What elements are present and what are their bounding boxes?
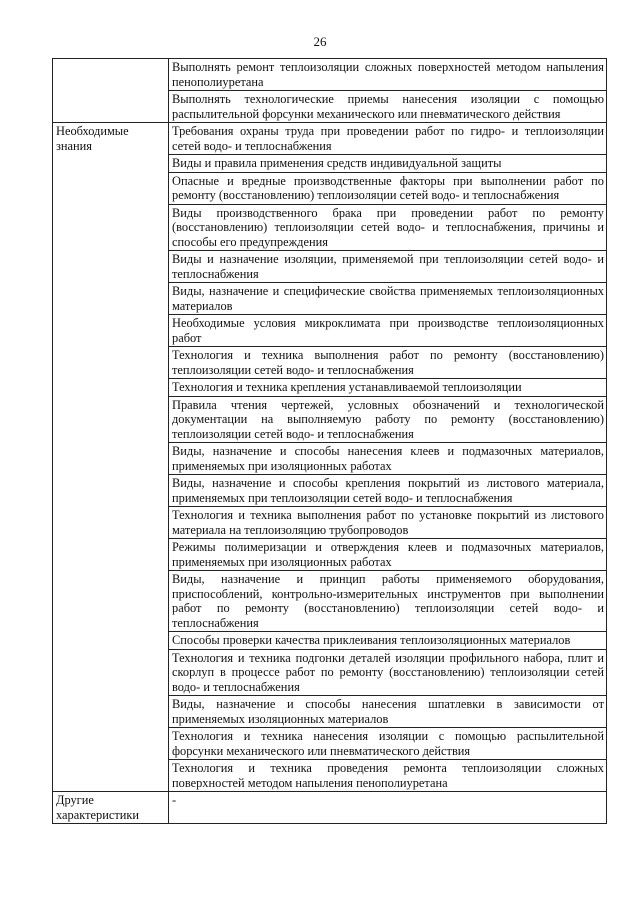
other-characteristics-label: Другие характеристики (53, 792, 169, 824)
knowledge-text: Виды и правила применения средств индивидуальной защиты (169, 155, 607, 173)
other-characteristics-value: - (169, 792, 607, 824)
knowledge-text: Виды, назначение и способы крепления покрытий из листового материала, применяемых при теплоизоляции сетей водо- и теплоснабжения (169, 475, 607, 507)
knowledge-text: Правила чтения чертежей, условных обозначений и технологической документации на выполняемую работу по ремонту (восстановлению) теплоизоляции сетей водо- и теплоснабжения (169, 396, 607, 443)
knowledge-text: Технология и техника выполнения работ по установке покрытий из листового материала на теплоизоляцию трубопроводов (169, 507, 607, 539)
knowledge-text: Технология и техника крепления устанавливаемой теплоизоляции (169, 379, 607, 397)
requirements-table (52, 58, 607, 824)
knowledge-text: Режимы полимеризации и отверждения клеев и подмазочных материалов, применяемых при изоляционных работах (169, 539, 607, 571)
knowledge-text: Способы проверки качества приклеивания теплоизоляционных материалов (169, 632, 607, 650)
knowledge-text: Технология и техника выполнения работ по ремонту (восстановлению) теплоизоляции сетей водо- и теплоснабжения (169, 347, 607, 379)
knowledge-text: Требования охраны труда при проведении работ по гидро- и теплоизоляции сетей водо- и теплоснабжения (169, 123, 607, 155)
knowledge-text: Виды, назначение и способы нанесения клеев и подмазочных материалов, применяемых при изоляционных работах (169, 443, 607, 475)
knowledge-text: Технология и техника нанесения изоляции с помощью распылительной форсунки механического или пневматического действия (169, 728, 607, 760)
knowledge-text: Виды производственного брака при проведении работ по ремонту (восстановлению) теплоизоляции сетей водо- и теплоснабжения, причины и способы его предупреждения (169, 204, 607, 251)
action-text: Выполнять технологические приемы нанесения изоляции с помощью распылительной форсунки механического или пневматического действия (169, 91, 607, 123)
knowledge-label: Необходимые знания (53, 123, 169, 792)
knowledge-text: Виды, назначение и принцип работы применяемого оборудования, приспособлений, контрольно-измерительных инструментов при выполнении работ по ремонту (восстановлению) теплоизоляции сетей водо- и теплоснабжения (169, 571, 607, 632)
knowledge-text: Виды, назначение и специфические свойства применяемых теплоизоляционных материалов (169, 283, 607, 315)
table-row (53, 792, 607, 824)
table-row (53, 123, 607, 155)
knowledge-text: Виды и назначение изоляции, применяемой при теплоизоляции сетей водо- и теплоснабжения (169, 251, 607, 283)
row-label-empty (53, 59, 169, 123)
page-number: 26 (313, 34, 327, 49)
knowledge-text: Опасные и вредные производственные факторы при выполнении работ по ремонту (восстановлению) теплоизоляции сетей водо- и теплоснабжения (169, 172, 607, 204)
table-row (53, 59, 607, 91)
knowledge-text: Технология и техника проведения ремонта теплоизоляции сложных поверхностей методом напыления пенополиуретана (169, 760, 607, 792)
knowledge-text: Виды, назначение и способы нанесения шпатлевки в зависимости от применяемых изоляционных материалов (169, 696, 607, 728)
knowledge-text: Технология и техника подгонки деталей изоляции профильного набора, плит и скорлуп в процессе работ по ремонту (восстановлению) теплоизоляции сетей водо- и теплоснабжения (169, 649, 607, 696)
knowledge-text: Необходимые условия микроклимата при производстве теплоизоляционных работ (169, 315, 607, 347)
action-text: Выполнять ремонт теплоизоляции сложных поверхностей методом напыления пенополиуретана (169, 59, 607, 91)
